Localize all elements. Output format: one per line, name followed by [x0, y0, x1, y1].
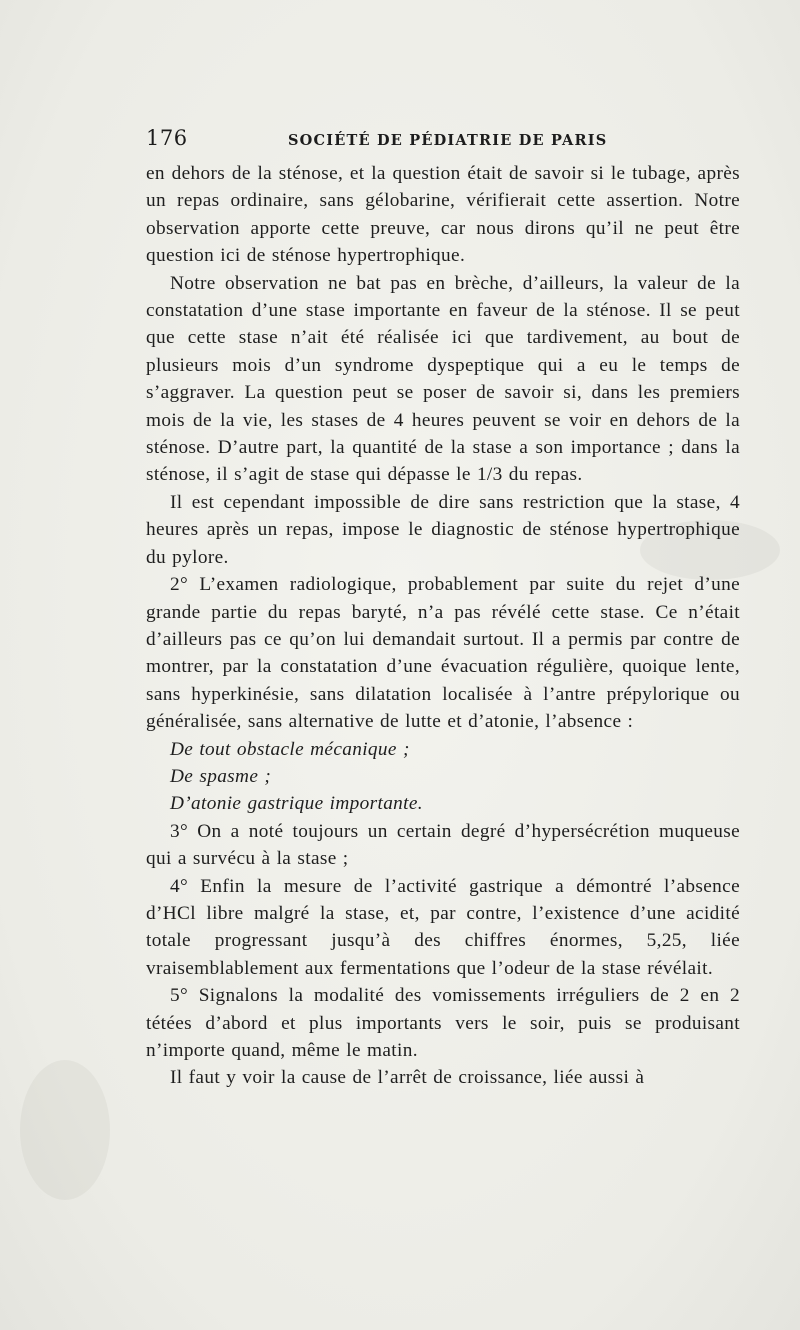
paragraph-hypersecretion: 3° On a noté toujours un certain degré d’hypersécrétion muqueuse qui a survécu à la stase ; [146, 820, 740, 870]
paragraph-continuation: en dehors de la sténose, et la question était de savoir si le tubage, après un repas ordinaire, sans gélobarine, vérifierait cette assertion. Notre observation apporte cette preuve, car nous dirons qu’il ne peut être question ici de sténose hypertrophique. [146, 163, 740, 267]
paragraph-observation: Notre observation ne bat pas en brèche, d’ailleurs, la valeur de la constatation d’une stase importante en faveur de la sténose. Il se peut que cette stase n’ait été réalisée ici que tardivement, au bout de plusieurs mois d’un syndrome dyspeptique qui a eu le temps de s’aggraver. La question peut se poser de savoir si, dans les premiers mois de la vie, les stases de 4 heures peuvent se voir en dehors de la sténose. D’autre part, la quantité de la stase a son importance ; dans la sténose, il s’agit de stase qui dépasse le 1/3 du repas. [146, 272, 740, 486]
paragraph-growth-arrest: Il faut y voir la cause de l’arrêt de croissance, liée aussi à [170, 1067, 645, 1089]
paragraph-radiology: 2° L’examen radiologique, probablement par suite du rejet d’une grande partie du repas baryté, n’a pas révélé cette stase. Ce n’était d’ailleurs pas ce qu’on lui demandait surtout. Il a permis par contre de montrer, par la constatation d’une évacuation régulière, quoique lente, sans hyperkinésie, sans dilatation localisée à l’antre prépylorique ou généralisée, sans alternative de lutte et d’atonie, l’absence : [146, 574, 740, 733]
list-item: De spasme ; [170, 765, 272, 787]
page-header [146, 126, 746, 158]
paragraph-restriction: Il est cependant impossible de dire sans restriction que la stase, 4 heures après un repas, impose le diagnostic de sténose hypertrophique du pylore. [146, 491, 740, 568]
absence-list [146, 736, 740, 818]
list-item: De tout obstacle mécanique ; [170, 738, 410, 760]
list-item: D’atonie gastrique importante. [170, 793, 423, 815]
paragraph-gastric-activity: 4° Enfin la mesure de l’activité gastrique a démontré l’absence d’HCl libre malgré la stase, et, par contre, l’existence d’une acidité totale progressant jusqu’à des chiffres énormes, 5,25, liée vraisemblablement aux fermentations que l’odeur de la stase révélait. [146, 875, 740, 979]
paragraph-vomiting: 5° Signalons la modalité des vomissements irréguliers de 2 en 2 tétées d’abord et plus importants vers le soir, puis se produisant n’importe quand, même le matin. [146, 985, 740, 1061]
page-number: 176 [146, 126, 188, 150]
running-head: SOCIÉTÉ DE PÉDIATRIE DE PARIS [288, 132, 608, 149]
page-stain [20, 1060, 110, 1200]
body-text [146, 160, 740, 1092]
